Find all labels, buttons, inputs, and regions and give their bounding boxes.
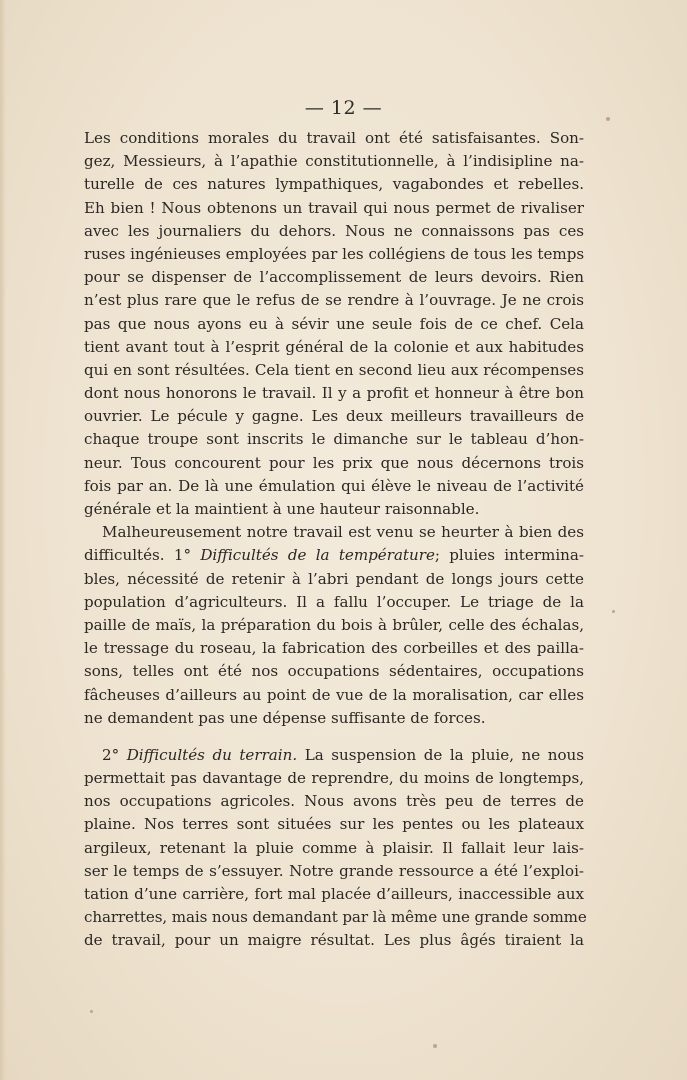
text-run: avec les journaliers du dehors. Nous ne connaissons pas ces (84, 221, 584, 240)
text-run: fois par an. De là une émulation qui élève le niveau de l’activité (84, 476, 584, 495)
italic-heading: Difficultés de la température (200, 546, 435, 565)
text-line (84, 359, 584, 382)
text-line (84, 767, 584, 790)
text-run: Eh bien ! Nous obtenons un travail qui nous permet de rivaliser (84, 198, 584, 217)
text-run: sons, telles ont été nos occupations sédentaires, occupations (84, 662, 584, 681)
text-run: Malheureusement notre travail est venu se heurter à bien des (102, 523, 584, 542)
text-run: tient avant tout à l’esprit général de la colonie et aux habitudes (84, 337, 584, 356)
text-line (84, 405, 584, 428)
text-line (84, 544, 584, 567)
text-line (84, 813, 584, 836)
text-run: ouvrier. Le pécule y gagne. Les deux meilleurs travailleurs de (84, 407, 584, 426)
text-line (84, 744, 584, 767)
text-run: n’est plus rare que le refus de se rendre à l’ouvrage. Je ne crois (84, 291, 584, 310)
text-run: le tressage du roseau, la fabrication des corbeilles et des pailla- (84, 639, 584, 658)
text-run: fâcheuses d’ailleurs au point de vue de la moralisation, car elles (84, 685, 584, 704)
text-line (84, 243, 584, 266)
text-run: pas que nous ayons eu à sévir une seule fois de ce chef. Cela (84, 314, 584, 333)
text-run: plaine. Nos terres sont situées sur les pentes ou les plateaux (84, 815, 584, 834)
text-line (84, 220, 584, 243)
text-run: ne demandent pas une dépense suffisante de forces. (84, 708, 486, 727)
text-run: paille de maïs, la préparation du bois à brûler, celle des échalas, (84, 615, 584, 634)
text-run: dont nous honorons le travail. Il y a profit et honneur à être bon (84, 384, 584, 403)
text-line (84, 568, 584, 591)
text-line (84, 127, 584, 150)
text-line (84, 382, 584, 405)
text-run: 2° (102, 745, 127, 764)
text-line (84, 790, 584, 813)
text-line (84, 173, 584, 196)
text-line (84, 428, 584, 451)
text-run: difficultés. 1° (84, 546, 201, 565)
page-edge-shadow (0, 0, 6, 1080)
body-text (84, 127, 587, 953)
text-line (84, 289, 584, 312)
text-line (84, 860, 584, 883)
text-line (84, 637, 584, 660)
text-line (84, 475, 584, 498)
text-line (84, 707, 584, 730)
paper-speck (606, 117, 610, 121)
text-line (84, 614, 584, 637)
text-run: turelle de ces natures lympathiques, vagabondes et rebelles. (84, 175, 584, 194)
text-line (84, 906, 587, 929)
text-line (84, 591, 584, 614)
text-run: population d’agriculteurs. Il a fallu l’occuper. Le triage de la (84, 592, 584, 611)
text-run: neur. Tous concourent pour les prix que nous décernons trois (84, 453, 584, 472)
page-number: — 12 — (304, 97, 383, 119)
text-run: La suspension de la pluie, ne nous (297, 745, 585, 764)
text-run: tation d’une carrière, fort mal placée d’ailleurs, inaccessible aux (84, 885, 584, 903)
text-line (84, 929, 584, 952)
text-line (84, 498, 584, 521)
text-run: générale et la maintient à une hauteur raisonnable. (84, 500, 480, 518)
text-run: qui en sont résultées. Cela tient en second lieu aux récompenses (84, 360, 584, 379)
text-run: ; pluies intermina- (434, 546, 584, 565)
text-line (84, 336, 584, 359)
text-line (84, 660, 584, 683)
text-run: de travail, pour un maigre résultat. Les plus âgés tiraient la (84, 931, 584, 950)
paragraph-gap (84, 730, 584, 744)
text-run: chaque troupe sont inscrits le dimanche sur le tableau d’hon- (84, 430, 584, 449)
text-run: bles, nécessité de retenir à l’abri pendant de longs jours cette (84, 569, 584, 588)
text-line (84, 883, 584, 906)
text-line (84, 684, 584, 707)
text-run: argileux, retenant la pluie comme à plaisir. Il fallait leur lais- (84, 838, 584, 857)
text-line (84, 313, 584, 336)
text-run: permettait pas davantage de reprendre, du moins de longtemps, (84, 769, 584, 788)
text-run: Les conditions morales du travail ont été satisfaisantes. Son- (84, 129, 584, 147)
text-run: ser le temps de s’essuyer. Notre grande ressource a été l’exploi- (84, 861, 584, 880)
text-line (84, 266, 584, 289)
text-line (84, 197, 584, 220)
text-line (84, 150, 584, 173)
text-run: charrettes, mais nous demandant par là même une grande somme (84, 908, 587, 927)
text-run: pour se dispenser de l’accomplissement de leurs devoirs. Rien (84, 268, 584, 287)
paper-speck (433, 1044, 437, 1048)
text-line (84, 521, 584, 544)
paper-speck (90, 1010, 93, 1013)
text-line (84, 452, 584, 475)
text-run: nos occupations agricoles. Nous avons très peu de terres de (84, 792, 584, 811)
italic-heading: Difficultés du terrain. (126, 745, 298, 764)
text-run: gez, Messieurs, à l’apathie constitutionnelle, à l’indisipline na- (84, 152, 584, 171)
text-run: ruses ingénieuses employées par les collégiens de tous les temps (84, 244, 585, 263)
paper-speck (612, 610, 615, 613)
text-line (84, 837, 584, 860)
